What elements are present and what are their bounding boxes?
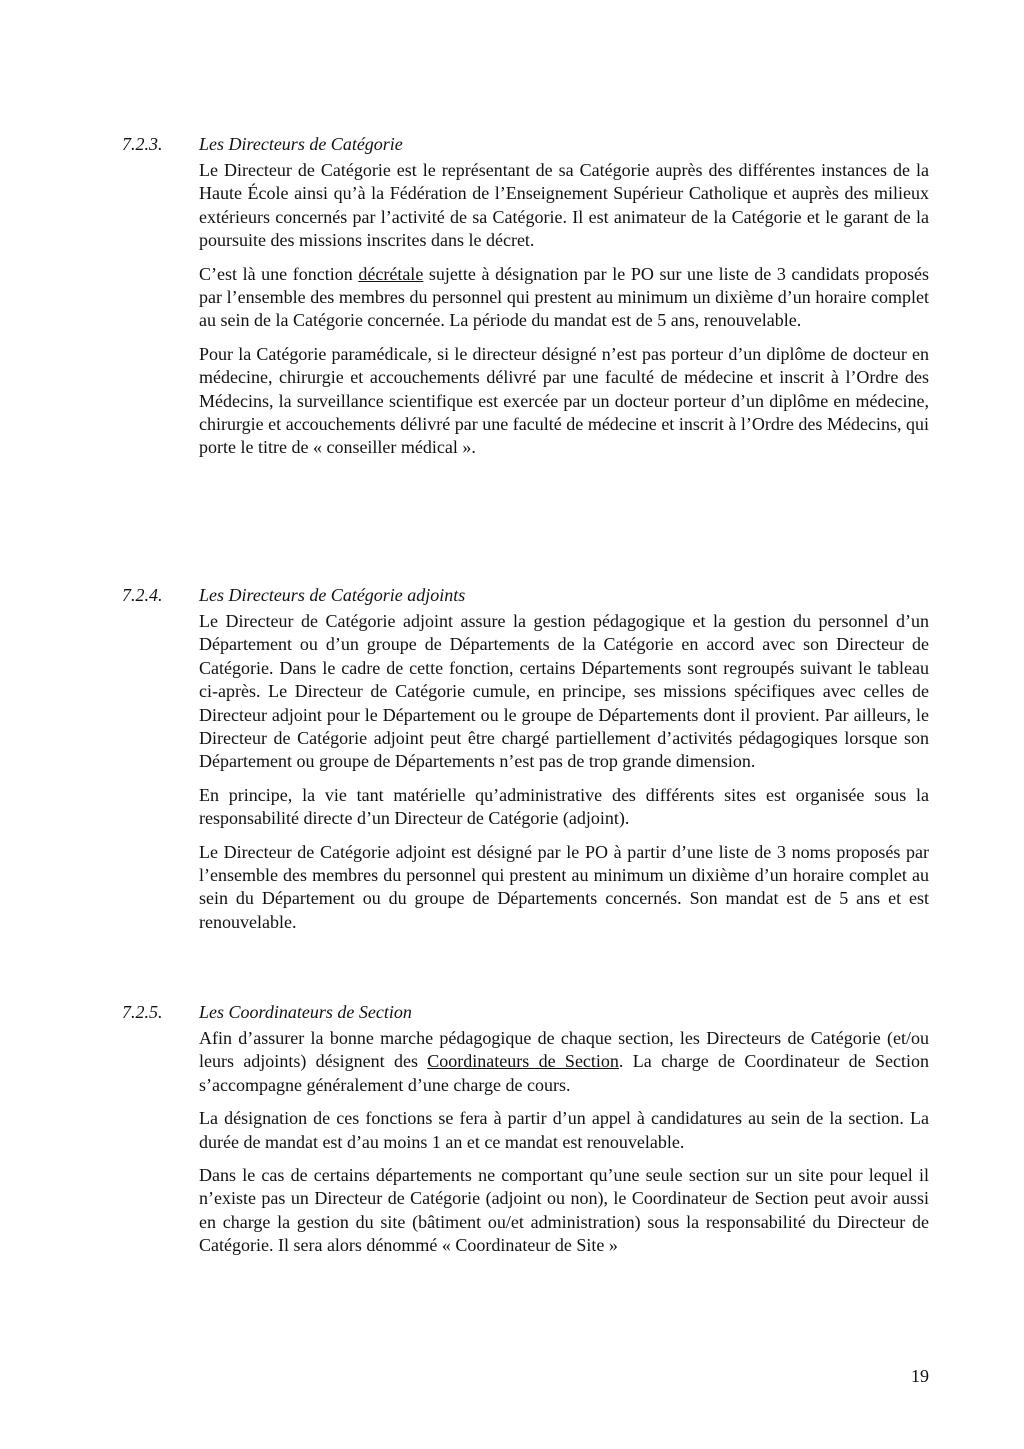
section-body — [199, 1027, 929, 1268]
paragraph-text: . La charge de Coordinateur de Section s’accompagne généralement d’une charge de cours. — [199, 1051, 929, 1095]
section-title: Les Coordinateurs de Section — [199, 1002, 412, 1022]
section-number: 7.2.5. — [122, 1002, 163, 1022]
underlined-term: décrétale — [358, 263, 424, 284]
section-title: Les Directeurs de Catégorie — [199, 134, 403, 154]
paragraph-text: Afin d’assurer la bonne marche pédagogique de chaque section, les Directeurs de Catégorie (et/ou leurs adjoints) désignent des — [199, 1028, 929, 1072]
paragraph-text: sujette à désignation par le PO sur une liste de 3 candidats proposés par l’ensemble des membres du personnel qui prestent au minimum un dixième d’un horaire complet au sein de la Catégorie concernée. La période du mandat est de 5 ans, renouvelable. — [199, 263, 929, 331]
paragraph: La désignation de ces fonctions se fera à partir d’un appel à candidatures au sein de la section. La durée de mandat est d’au moins 1 an et ce mandat est renouvelable. — [199, 1108, 929, 1152]
paragraph: Pour la Catégorie paramédicale, si le directeur désigné n’est pas porteur d’un diplôme de docteur en médecine, chirurgie et accouchements délivré par une faculté de médecine et inscrit à l’Ordre des Médecins, la surveillance scientifique est exercée par un docteur porteur d’un diplôme en médecine, chirurgie et accouchements délivré par une faculté de médecine et inscrit à l’Ordre des Médecins, qui porte le titre de « conseiller médical ». — [199, 343, 929, 458]
page-number: 19 — [911, 1366, 929, 1386]
paragraph: En principe, la vie tant matérielle qu’administrative des différents sites est organisée sous la responsabilité directe d’un Directeur de Catégorie (adjoint). — [199, 784, 929, 829]
section-title: Les Directeurs de Catégorie adjoints — [199, 585, 466, 605]
paragraph-text: C’est là une fonction — [199, 263, 359, 284]
paragraph — [199, 263, 929, 333]
paragraph: Le Directeur de Catégorie adjoint est désigné par le PO à partir d’une liste de 3 noms proposés par l’ensemble des membres du personnel qui prestent au minimum un dixième d’un horaire complet au sein du Département ou du groupe de Départements concernés. Son mandat est de 5 ans et est renouvelable. — [199, 841, 929, 932]
section-number: 7.2.4. — [122, 585, 163, 605]
paragraph: Dans le cas de certains départements ne comportant qu’une seule section sur un site pour lequel il n’existe pas un Directeur de Catégorie (adjoint ou non), le Coordinateur de Section peut avoir aussi en charge la gestion du site (bâtiment ou/et administration) sous la responsabilité du Directeur de Catégorie. Il sera alors dénommé « Coordinateur de Site » — [199, 1165, 929, 1256]
section-body — [199, 610, 929, 944]
section-number: 7.2.3. — [122, 134, 163, 154]
paragraph: Le Directeur de Catégorie est le représentant de sa Catégorie auprès des différentes instances de la Haute École ainsi qu’à la Fédération de l’Enseignement Supérieur Catholique et auprès des milieux extérieurs concernés par l’activité de sa Catégorie. Il est animateur de la Catégorie et le garant de la poursuite des missions inscrites dans le décret. — [199, 160, 929, 251]
paragraph: Le Directeur de Catégorie adjoint assure la gestion pédagogique et la gestion du personnel d’un Département ou d’un groupe de Départements de la Catégorie en accord avec son Directeur de Catégorie. Dans le cadre de cette fonction, certains Départements sont regroupés suivant le tableau ci-après. Le Directeur de Catégorie cumule, en principe, ses missions spécifiques avec celles de Directeur adjoint pour le Département ou le groupe de Départements dont il provient. Par ailleurs, le Directeur de Catégorie adjoint peut être chargé partiellement d’activités pédagogiques lorsque son Département ou groupe de Départements n’est pas de trop grande dimension. — [199, 611, 929, 772]
paragraph — [199, 1027, 929, 1097]
section-body — [199, 159, 929, 470]
underlined-term: Coordinateurs de Section — [427, 1051, 619, 1072]
